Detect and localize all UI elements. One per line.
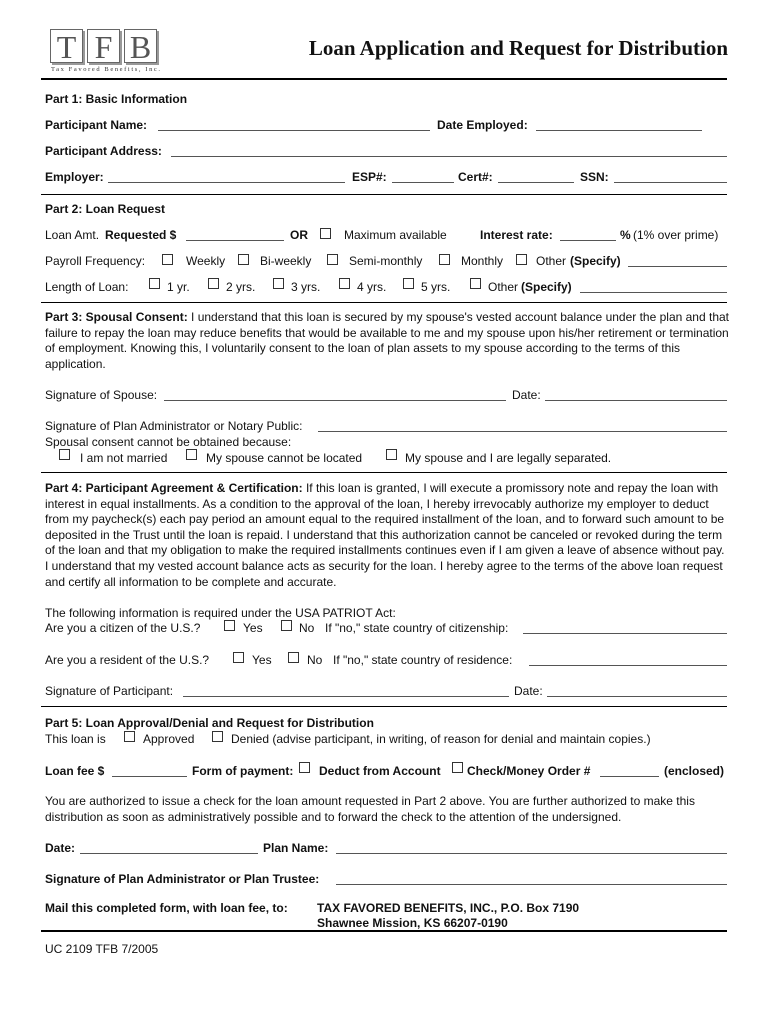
date-employed-label: Date Employed: bbox=[437, 118, 528, 132]
signature-admin-label: Signature of Plan Administrator or Notary Public: bbox=[45, 419, 303, 433]
payroll-frequency-label: Payroll Frequency: bbox=[45, 254, 146, 268]
semimonthly-checkbox[interactable] bbox=[327, 254, 338, 265]
length-specify-field[interactable] bbox=[580, 292, 727, 293]
signature-admin-field[interactable] bbox=[318, 431, 727, 432]
part1-rule bbox=[41, 194, 727, 195]
form-of-payment-label: Form of payment: bbox=[192, 764, 294, 778]
part3-paragraph bbox=[45, 310, 730, 372]
spouse-date-label: Date: bbox=[512, 388, 541, 402]
signature-spouse-label: Signature of Spouse: bbox=[45, 388, 158, 402]
footer-rule bbox=[41, 930, 727, 932]
four-years-checkbox[interactable] bbox=[339, 278, 350, 289]
frequency-specify-field[interactable] bbox=[628, 266, 727, 267]
spouse-not-located-checkbox[interactable] bbox=[186, 449, 197, 460]
signature-trustee-field[interactable] bbox=[336, 884, 727, 885]
legally-separated-label: My spouse and I are legally separated. bbox=[405, 451, 612, 465]
residence-country-field[interactable] bbox=[529, 665, 727, 666]
employer-label: Employer: bbox=[45, 170, 104, 184]
logo-letter-t: T bbox=[50, 29, 83, 63]
maximum-available-checkbox[interactable] bbox=[320, 228, 331, 239]
spouse-date-field[interactable] bbox=[545, 400, 727, 401]
participant-address-label: Participant Address: bbox=[45, 144, 162, 158]
deduct-from-account-checkbox[interactable] bbox=[299, 762, 310, 773]
denied-label: Denied (advise participant, in writing, of reason for denial and maintain copies.) bbox=[231, 732, 651, 746]
loan-amount-field[interactable] bbox=[186, 240, 284, 241]
citizen-if-no-label: If "no," state country of citizenship: bbox=[325, 621, 509, 635]
one-year-checkbox[interactable] bbox=[149, 278, 160, 289]
esp-label: ESP#: bbox=[352, 170, 387, 184]
monthly-checkbox[interactable] bbox=[439, 254, 450, 265]
legally-separated-checkbox[interactable] bbox=[386, 449, 397, 460]
cert-label: Cert#: bbox=[458, 170, 493, 184]
logo-letter-f: F bbox=[87, 29, 120, 63]
resident-no-label: No bbox=[307, 653, 323, 667]
mail-address-line1: TAX FAVORED BENEFITS, INC., P.O. Box 7190 bbox=[317, 901, 580, 915]
length-other-label: Other bbox=[488, 280, 519, 294]
spouse-not-located-label: My spouse cannot be located bbox=[206, 451, 363, 465]
resident-yes-label: Yes bbox=[252, 653, 272, 667]
length-of-loan-label: Length of Loan: bbox=[45, 280, 129, 294]
signature-participant-label: Signature of Participant: bbox=[45, 684, 174, 698]
plan-name-field[interactable] bbox=[336, 853, 727, 854]
loan-fee-label: Loan fee $ bbox=[45, 764, 105, 778]
over-prime-label: (1% over prime) bbox=[633, 228, 719, 242]
resident-no-checkbox[interactable] bbox=[288, 652, 299, 663]
check-money-order-label: Check/Money Order # bbox=[467, 764, 591, 778]
participant-date-label: Date: bbox=[514, 684, 543, 698]
part3-body: I understand that this loan is secured by my spouse's vested account balance under the plan and that failure to repay the loan may reduce benefits that would be available to me and my spouse upon his/her retirement or termination of employment. Knowing this, I voluntarily consent to the loan of plan assets to my spouse according to the terms of this application. bbox=[45, 310, 729, 371]
approved-checkbox[interactable] bbox=[124, 731, 135, 742]
monthly-label: Monthly bbox=[461, 254, 504, 268]
two-years-label: 2 yrs. bbox=[226, 280, 256, 294]
approved-label: Approved bbox=[143, 732, 195, 746]
citizen-yes-checkbox[interactable] bbox=[224, 620, 235, 631]
signature-participant-field[interactable] bbox=[183, 696, 509, 697]
mail-address-line2: Shawnee Mission, KS 66207-0190 bbox=[317, 916, 508, 930]
frequency-other-checkbox[interactable] bbox=[516, 254, 527, 265]
signature-trustee-label: Signature of Plan Administrator or Plan Trustee: bbox=[45, 872, 320, 886]
five-years-checkbox[interactable] bbox=[403, 278, 414, 289]
five-years-label: 5 yrs. bbox=[421, 280, 451, 294]
citizen-question: Are you a citizen of the U.S.? bbox=[45, 621, 201, 635]
frequency-other-label: Other bbox=[536, 254, 567, 268]
part4-heading: Part 4: Participant Agreement & Certification: bbox=[45, 481, 303, 495]
header-rule bbox=[41, 78, 727, 80]
check-money-order-checkbox[interactable] bbox=[452, 762, 463, 773]
part4-body: If this loan is granted, I will execute a promissory note and repay the loan with interest in equal installments. As a condition to the approval of the loan, I hereby irrevocably authorize my employer to deduct from my paycheck(s) each pay period an amount equal to the required installment of the loan, and to forward such amount to be deposited in the Trust until the loan is repaid. I understand that this authorization cannot be canceled or revoked during the term of the loan and that my obligation to make the required installments continues even if I am given a leave of absence without pay. I understand that my vested account balance acts as security for the loan. I hereby agree to the terms of the above loan request and certify all information to be complete and accurate. bbox=[45, 481, 725, 589]
not-married-label: I am not married bbox=[80, 451, 168, 465]
authorization-paragraph: You are authorized to issue a check for the loan amount requested in Part 2 above. You are further authorized to make this distribution as soon as administratively possible and to forward the check to the attention of the undersigned. bbox=[45, 794, 695, 824]
part4-paragraph bbox=[45, 481, 730, 590]
date-employed-field[interactable] bbox=[536, 130, 702, 131]
citizenship-country-field[interactable] bbox=[523, 633, 727, 634]
mail-instruction-label: Mail this completed form, with loan fee, to: bbox=[45, 901, 288, 915]
plan-name-label: Plan Name: bbox=[263, 841, 329, 855]
enclosed-label: (enclosed) bbox=[664, 764, 725, 778]
employer-field[interactable] bbox=[108, 182, 345, 183]
one-year-label: 1 yr. bbox=[167, 280, 190, 294]
deduct-from-account-label: Deduct from Account bbox=[319, 764, 441, 778]
weekly-label: Weekly bbox=[186, 254, 226, 268]
logo-letter-b: B bbox=[124, 29, 157, 63]
part3-rule bbox=[41, 472, 727, 473]
logo-tagline: Tax Favored Benefits, Inc. bbox=[51, 66, 162, 73]
interest-rate-label: Interest rate: bbox=[480, 228, 553, 242]
resident-if-no-label: If "no," state country of residence: bbox=[333, 653, 513, 667]
four-years-label: 4 yrs. bbox=[357, 280, 387, 294]
patriot-act-label: The following information is required under the USA PATRIOT Act: bbox=[45, 606, 396, 620]
cert-field[interactable] bbox=[498, 182, 574, 183]
cannot-obtain-label: Spousal consent cannot be obtained because: bbox=[45, 435, 292, 449]
part2-rule bbox=[41, 302, 727, 303]
length-specify-label: (Specify) bbox=[521, 280, 572, 294]
three-years-checkbox[interactable] bbox=[273, 278, 284, 289]
part3-heading: Part 3: Spousal Consent: bbox=[45, 310, 188, 324]
biweekly-checkbox[interactable] bbox=[238, 254, 249, 265]
part5-date-field[interactable] bbox=[80, 853, 258, 854]
citizen-yes-label: Yes bbox=[243, 621, 263, 635]
participant-name-label: Participant Name: bbox=[45, 118, 148, 132]
or-label: OR bbox=[290, 228, 308, 242]
percent-label: % bbox=[620, 228, 631, 242]
requested-label: Requested $ bbox=[105, 228, 177, 242]
frequency-specify-label: (Specify) bbox=[570, 254, 621, 268]
this-loan-is-label: This loan is bbox=[45, 732, 106, 746]
ssn-field[interactable] bbox=[614, 182, 727, 183]
not-married-checkbox[interactable] bbox=[59, 449, 70, 460]
citizen-no-checkbox[interactable] bbox=[281, 620, 292, 631]
length-other-checkbox[interactable] bbox=[470, 278, 481, 289]
signature-spouse-field[interactable] bbox=[164, 400, 506, 401]
resident-yes-checkbox[interactable] bbox=[233, 652, 244, 663]
part5-heading: Part 5: Loan Approval/Denial and Request for Distribution bbox=[45, 716, 374, 730]
two-years-checkbox[interactable] bbox=[208, 278, 219, 289]
form-number: UC 2109 TFB 7/2005 bbox=[45, 942, 159, 956]
participant-date-field[interactable] bbox=[547, 696, 727, 697]
maximum-available-label: Maximum available bbox=[344, 228, 447, 242]
esp-field[interactable] bbox=[392, 182, 454, 183]
denied-checkbox[interactable] bbox=[212, 731, 223, 742]
biweekly-label: Bi-weekly bbox=[260, 254, 312, 268]
participant-name-field[interactable] bbox=[158, 130, 430, 131]
loan-fee-field[interactable] bbox=[112, 776, 187, 777]
check-number-field[interactable] bbox=[600, 776, 659, 777]
part2-heading: Part 2: Loan Request bbox=[45, 202, 166, 216]
three-years-label: 3 yrs. bbox=[291, 280, 321, 294]
weekly-checkbox[interactable] bbox=[162, 254, 173, 265]
semimonthly-label: Semi-monthly bbox=[349, 254, 423, 268]
ssn-label: SSN: bbox=[580, 170, 609, 184]
part5-date-label: Date: bbox=[45, 841, 76, 855]
interest-rate-field[interactable] bbox=[560, 240, 616, 241]
citizen-no-label: No bbox=[299, 621, 315, 635]
part4-rule bbox=[41, 706, 727, 707]
page-title: Loan Application and Request for Distribution bbox=[308, 36, 728, 60]
resident-question: Are you a resident of the U.S.? bbox=[45, 653, 210, 667]
participant-address-field[interactable] bbox=[171, 156, 727, 157]
loan-amt-label: Loan Amt. bbox=[45, 228, 100, 242]
part1-heading: Part 1: Basic Information bbox=[45, 92, 188, 106]
